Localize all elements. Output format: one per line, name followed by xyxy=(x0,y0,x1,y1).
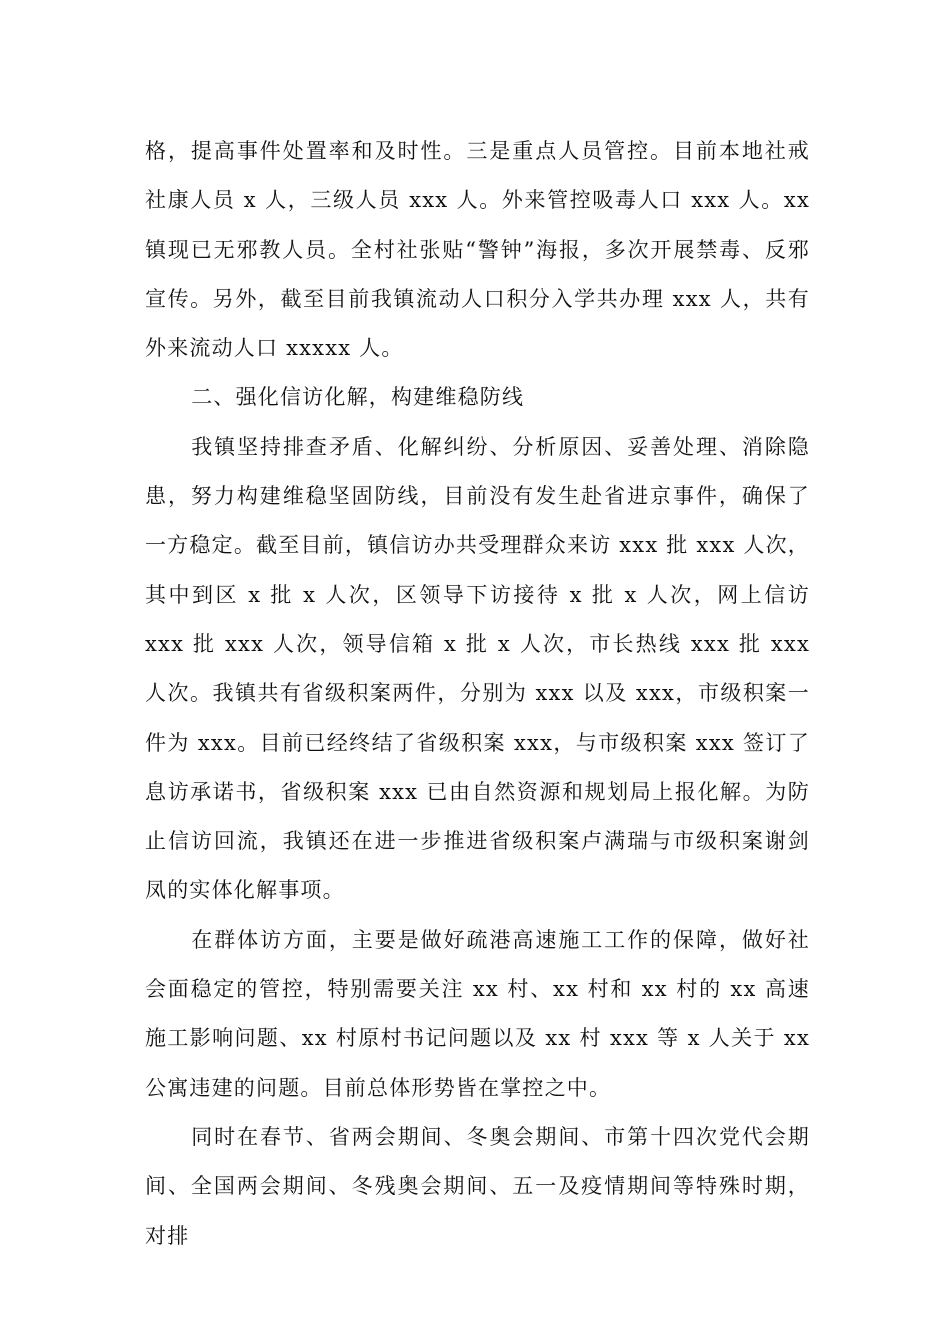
paragraph-group-visits: 在群体访方面，主要是做好疏港高速施工工作的保障，做好社会面稳定的管控，特别需要关注 xx 村、xx 村和 xx 村的 xx 高速施工影响问题、xx 村原村书记问题以及 xx 村 xxx 等 x 人关于 xx 公寓违建的问题。目前总体形势皆在掌控之中。 xyxy=(145,927,810,1100)
document-body xyxy=(145,127,810,1261)
paragraph-petition: 我镇坚持排查矛盾、化解纠纷、分析原因、妥善处理、消除隐患，努力构建维稳坚固防线，目前没有发生赴省进京事件，确保了一方稳定。截至目前，镇信访办共受理群众来访 xxx 批 xxx 人次，其中到区 x 批 x 人次，区领导下访接待 x 批 x 人次，网上信访 xxx 批 xxx 人次，领导信箱 x 批 x 人次，市长热线 xxx 批 xxx 人次。我镇共有省级积案两件，分别为 xxx 以及 xxx，市级积案一件为 xxx。目前已经终结了省级积案 xxx，与市级积案 xxx 签订了息访承诺书，省级积案 xxx 已由自然资源和规划局上报化解。为防止信访回流，我镇还在进一步推进省级积案卢满瑞与市级积案谢剑凤的实体化解事项。 xyxy=(145,434,810,903)
section-heading: 二、强化信访化解，构建维稳防线 xyxy=(191,385,525,410)
paragraph-special-periods: 同时在春节、省两会期间、冬奥会期间、市第十四次党代会期间、全国两会期间、冬残奥会期间、五一及疫情期间等特殊时期，对排 xyxy=(145,1124,810,1248)
paragraph-continued: 格，提高事件处置率和及时性。三是重点人员管控。目前本地社戒社康人员 x 人，三级人员 xxx 人。外来管控吸毒人口 xxx 人。xx 镇现已无邪教人员。全村社张贴“警钟”海报，多次开展禁毒、反邪宣传。另外，截至目前我镇流动人口积分入学共办理 xxx 人，共有外来流动人口 xxxxx 人。 xyxy=(145,139,810,361)
